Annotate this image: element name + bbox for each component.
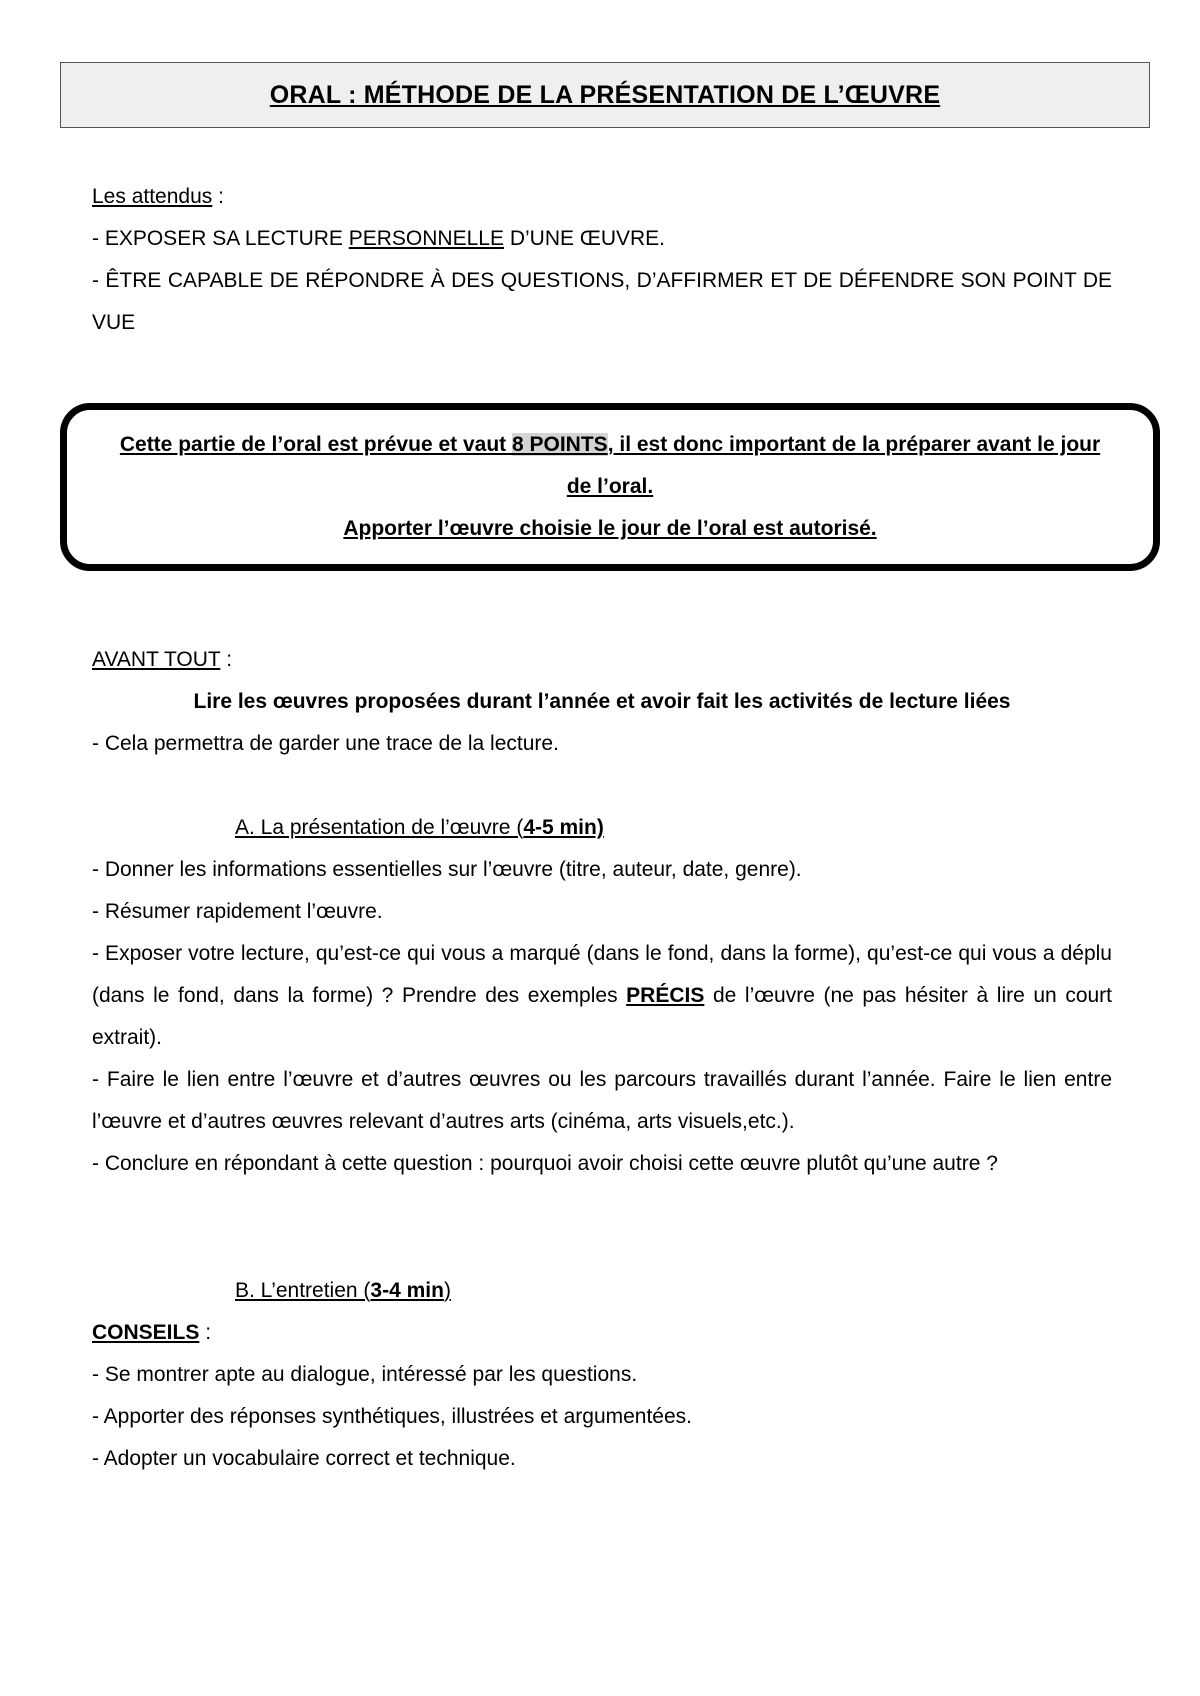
section-a-title (92, 807, 1112, 849)
section-b-title-text: B. L’entretien ( (235, 1279, 371, 1302)
attendus-line-1-underlined: PERSONNELLE (348, 227, 504, 250)
section-b-title-close: ) (443, 1279, 451, 1302)
section-b-title (92, 1270, 1112, 1312)
conseil-item-3: - Adopter un vocabulaire correct et technique. (92, 1447, 516, 1470)
attendus-line-2: - ÊTRE CAPABLE DE RÉPONDRE À DES QUESTIONS, D’AFFIRMER ET DE DÉFENDRE SON POINT DE VUE (92, 269, 1112, 334)
attendus-section (92, 176, 1112, 344)
avant-tout-bold-line: Lire les œuvres proposées durant l’année et avoir fait les activités de lecture liées (193, 690, 1011, 713)
section-a-conclure: - Conclure en répondant à cette question : pourquoi avoir choisi cette œuvre plutôt qu’une autre ? (92, 1152, 998, 1175)
callout-box (60, 403, 1160, 571)
section-a-bullet-2: - Résumer rapidement l’œuvre. (92, 900, 383, 923)
avant-tout-heading: AVANT TOUT (92, 648, 221, 671)
section-b-duration: 3-4 min (370, 1279, 444, 1302)
callout-line-1-prefix: Cette partie de l’oral est prévue et vaut (119, 433, 512, 456)
conseils-heading: CONSEILS (92, 1321, 200, 1344)
section-a-expose-suffix: de l’œuvre (ne pas hésiter à lire un court extrait). (92, 984, 1113, 1049)
section-a-expose (92, 933, 1112, 1059)
callout-points-highlight: 8 POINTS (511, 433, 608, 456)
conseil-item-1: - Se montrer apte au dialogue, intéressé par les questions. (92, 1363, 638, 1386)
conseils-heading-colon: : (199, 1321, 212, 1344)
section-a-expose-prefix: - Exposer votre lecture, qu’est-ce qui vous a marqué (dans le fond, dans la forme), qu’est-ce qui vous a déplu (dans le fond, dans la forme) ? Prendre des exemples (92, 942, 1112, 1007)
avant-tout-section (92, 639, 1112, 765)
avant-tout-heading-line (92, 639, 1112, 681)
attendus-line-1 (92, 218, 1112, 260)
callout-line-1-suffix: , il est donc important de la préparer avant le jour de l’oral. (566, 433, 1101, 498)
attendus-line-1-suffix: D’UNE ŒUVRE. (503, 227, 666, 250)
attendus-heading: Les attendus (92, 185, 213, 208)
section-b (92, 1270, 1112, 1480)
section-a-lien: - Faire le lien entre l’œuvre et d’autres œuvres ou les parcours travaillés durant l’année. Faire le lien entre l’œuvre et d’autres œuvres relevant d’autres arts (cinéma, arts visuels,etc.). (92, 1068, 1112, 1133)
title-box (60, 62, 1150, 128)
conseils-heading-line (92, 1312, 1112, 1354)
attendus-line-1-prefix: - EXPOSER SA LECTURE (92, 227, 349, 250)
avant-tout-line: - Cela permettra de garder une trace de la lecture. (92, 732, 559, 755)
attendus-heading-line (92, 176, 1112, 218)
callout-line-2: Apporter l’œuvre choisie le jour de l’oral est autorisé. (343, 517, 877, 540)
section-a-duration: 4-5 min) (523, 816, 604, 839)
page-title: ORAL : MÉTHODE DE LA PRÉSENTATION DE L’ŒUVRE (269, 80, 941, 109)
avant-tout-heading-colon: : (220, 648, 233, 671)
attendus-heading-colon: : (212, 185, 224, 208)
callout-line-1 (105, 424, 1115, 508)
section-a-expose-emphasis: PRÉCIS (626, 984, 705, 1007)
section-a (92, 807, 1112, 1185)
section-a-bullet-1: - Donner les informations essentielles sur l’œuvre (titre, auteur, date, genre). (92, 858, 802, 881)
conseil-item-2: - Apporter des réponses synthétiques, illustrées et argumentées. (92, 1405, 692, 1428)
section-a-title-text: A. La présentation de l’œuvre ( (235, 816, 524, 839)
